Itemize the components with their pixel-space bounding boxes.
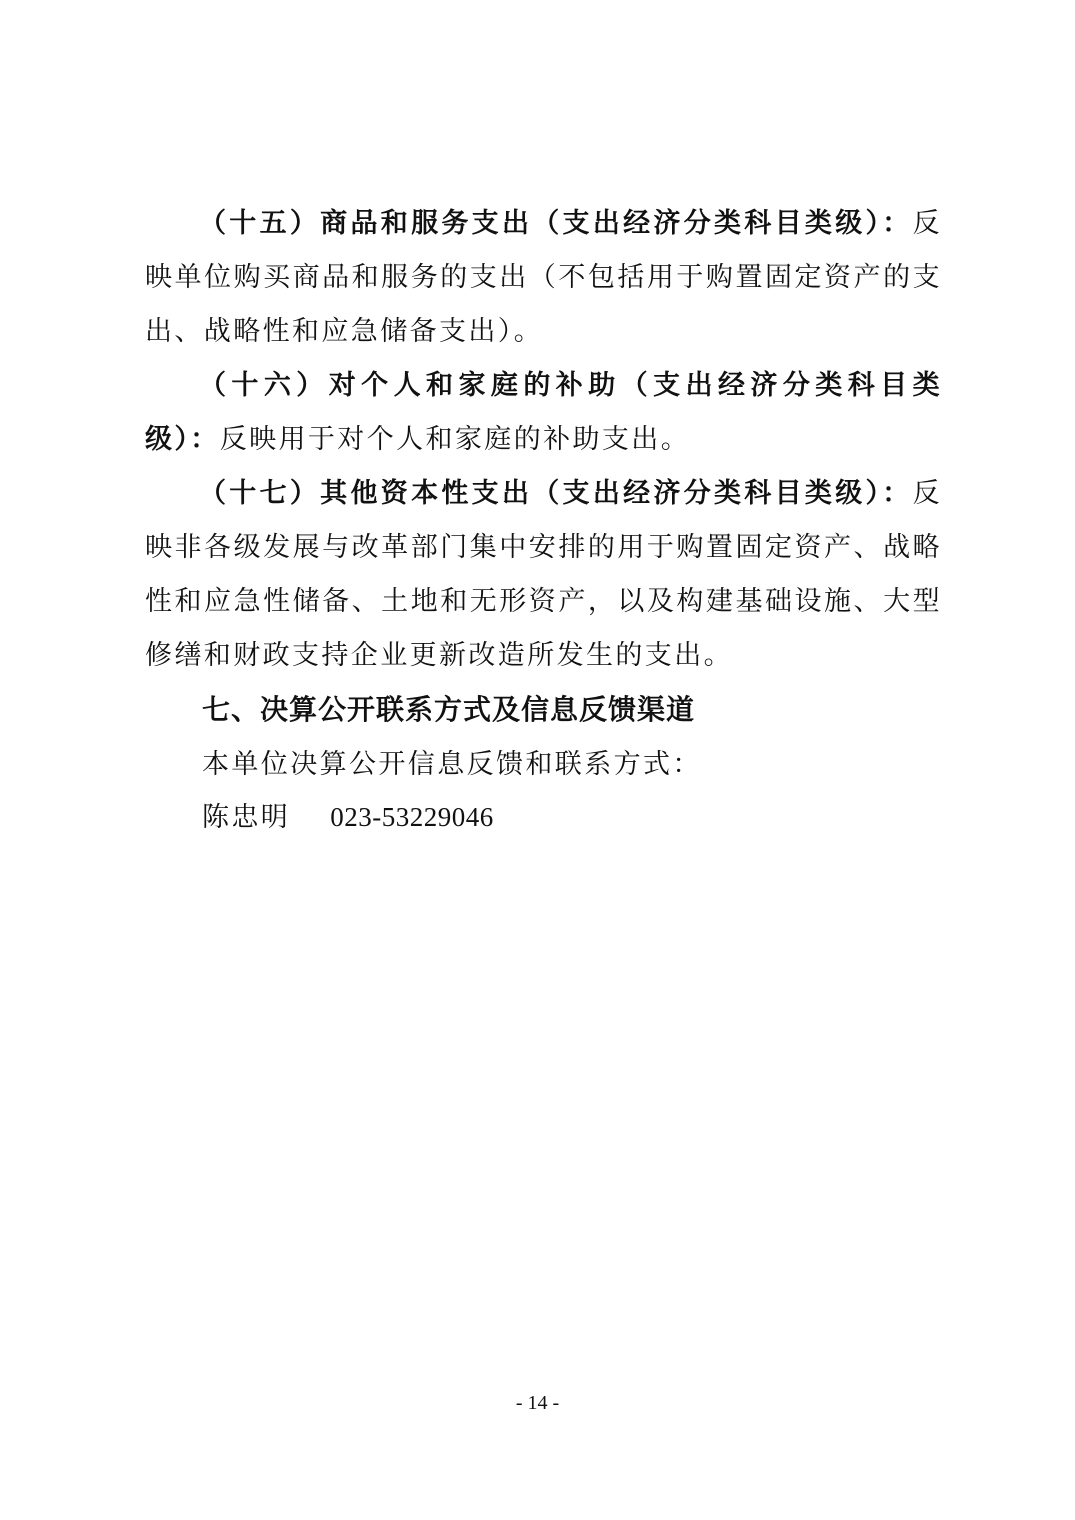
definition-term: （十七）其他资本性支出（支出经济分类科目类级）： (199, 478, 913, 509)
contact-name: 陈忠明 (202, 802, 291, 833)
contact-phone: 023-53229046 (330, 802, 494, 832)
definition-text: 反映用于对个人和家庭的补助支出。 (219, 424, 691, 455)
contact-intro: 本单位决算公开信息反馈和联系方式： (202, 749, 702, 780)
definition-text: 反映单位购买商品和服务的支出（不包括用于购置固定资产的支出、战略性和应急储备支出）。 (145, 208, 942, 347)
definition-item-17 (145, 467, 942, 683)
definition-term: （十五）商品和服务支出（支出经济分类科目类级）： (199, 208, 913, 239)
section-heading: 七、决算公开联系方式及信息反馈渠道 (202, 693, 696, 726)
definition-item-15 (145, 197, 942, 359)
definition-item-16 (145, 359, 942, 467)
definition-text: 反映非各级发展与改革部门集中安排的用于购置固定资产、战略性和应急性储备、土地和无形资产，以及构建基础设施、大型修缮和财政支持企业更新改造所发生的支出。 (145, 478, 942, 671)
page-number: - 14 - (515, 1392, 560, 1414)
contact-line (202, 795, 494, 834)
definition-term: （十六）对个人和家庭的补助（支出经济分类科目类级）： (145, 370, 942, 455)
